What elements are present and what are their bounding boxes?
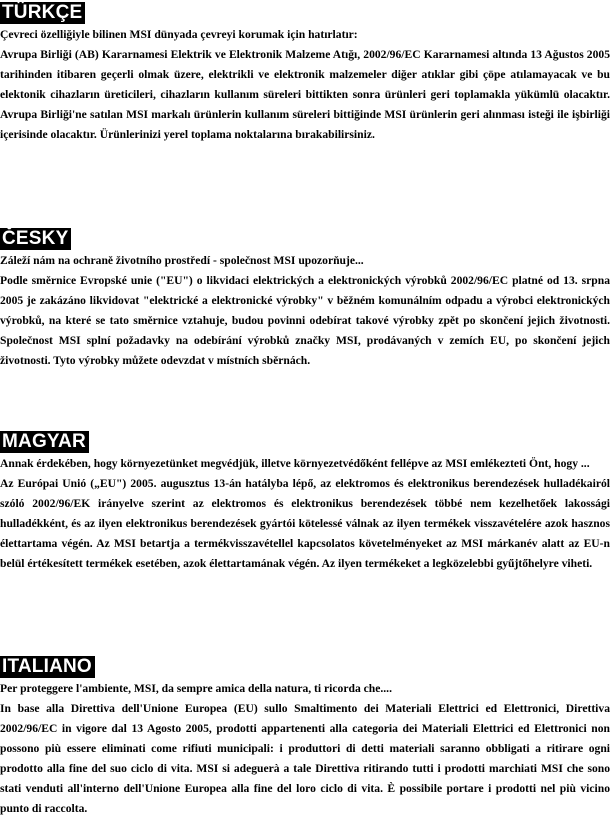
section-intro: Annak érdekében, hogy környezetünket megvédjük, illetve környezetvédőként fellépve az MSI emlékezteti Önt, hogy ... [0,457,590,470]
section-body: In base alla Direttiva dell'Unione Europea (EU) sullo Smaltimento dei Materiali Elettrici ed Elettronici, Direttiva 2002/96/EC in vigore dal 13 Agosto 2005, prodotti appartenenti alla categoria dei Materiali Elettrici ed Elettronici non possono più essere eliminati come rifiuti municipali: i produttori di detti materiali saranno obbligati a ritirare ogni prodotto alla fine del suo ciclo di vita. MSI si adeguerà a tale Direttiva ritirando tutti i prodotti marchiati MSI che sono stati venduti all'interno dell'Unione Europea alla fine del loro ciclo di vita. È possibile portare i prodotti nel più vicino punto di raccolta. [0,702,610,815]
section-heading: ITALIANO [0,656,95,678]
section-italiano [0,656,613,819]
section-heading: TÜRKÇE [0,2,85,24]
section-cesky [0,228,613,371]
section-heading: ČESKY [0,228,71,250]
section-intro: Per proteggere l'ambiente, MSI, da sempre amica della natura, ti ricorda che.... [0,682,392,695]
section-magyar [0,431,613,574]
section-body: Az Európai Unió („EU") 2005. augusztus 13-án hatályba lépő, az elektromos és elektronikus berendezések hulladékairól szóló 2002/96/EK irányelve szerint az elektromos és elektronikus berendezések többé nem kezelhetőek lakossági hulladékként, és az ilyen elektronikus berendezések gyártói kötelessé válnak az ilyen termékek visszavételére azok hasznos élettartama végén. Az MSI betartja a termékvisszavétellel kapcsolatos követelményeket az MSI márkanév alatt az EU-n belül értékesített termékek esetében, azok élettartamának végén. Az ilyen termékeket a legközelebbi gyűjtőhelyre viheti. [0,477,610,570]
section-turkce [0,2,613,145]
section-intro: Çevreci özelliğiyle bilinen MSI dünyada çevreyi korumak için hatırlatır: [0,28,358,41]
section-heading: MAGYAR [0,431,89,453]
section-body: Podle směrnice Evropské unie ("EU") o likvidaci elektrických a elektronických výrobků 2002/96/EC platné od 13. srpna 2005 je zakázáno likvidovat "elektrické a elektronické výrobky" v běžném komunálním odpadu a výrobci elektronických výrobků, na které se tato směrnice vztahuje, budou povinni odebírat takové výrobky zpět po skončení jejich životnosti. Společnost MSI splní požadavky na odebírání výrobků značky MSI, prodávaných v zemích EU, po skončení jejich životnosti. Tyto výrobky můžete odevzdat v místních sběrnách. [0,274,610,367]
section-body: Avrupa Birliği (AB) Kararnamesi Elektrik ve Elektronik Malzeme Atığı, 2002/96/EC Kararnamesi altında 13 Ağustos 2005 tarihinden itibaren geçerli olmak üzere, elektrikli ve elektronik malzemeler diğer atıklar gibi çöpe atılamayacak ve bu elektonik cihazların üreticileri, cihazların kullanım süreleri bittikten sonra ürünleri geri toplamakla yükümlü olacaktır. Avrupa Birliği'ne satılan MSI markalı ürünlerin kullanım süreleri bittiğinde MSI ürünlerin geri alınması isteği ile işbirliği içerisinde olacaktır. Ürünlerinizi yerel toplama noktalarına bırakabilirsiniz. [0,48,610,141]
section-intro: Záleží nám na ochraně životního prostředí - společnost MSI upozorňuje... [0,254,364,267]
